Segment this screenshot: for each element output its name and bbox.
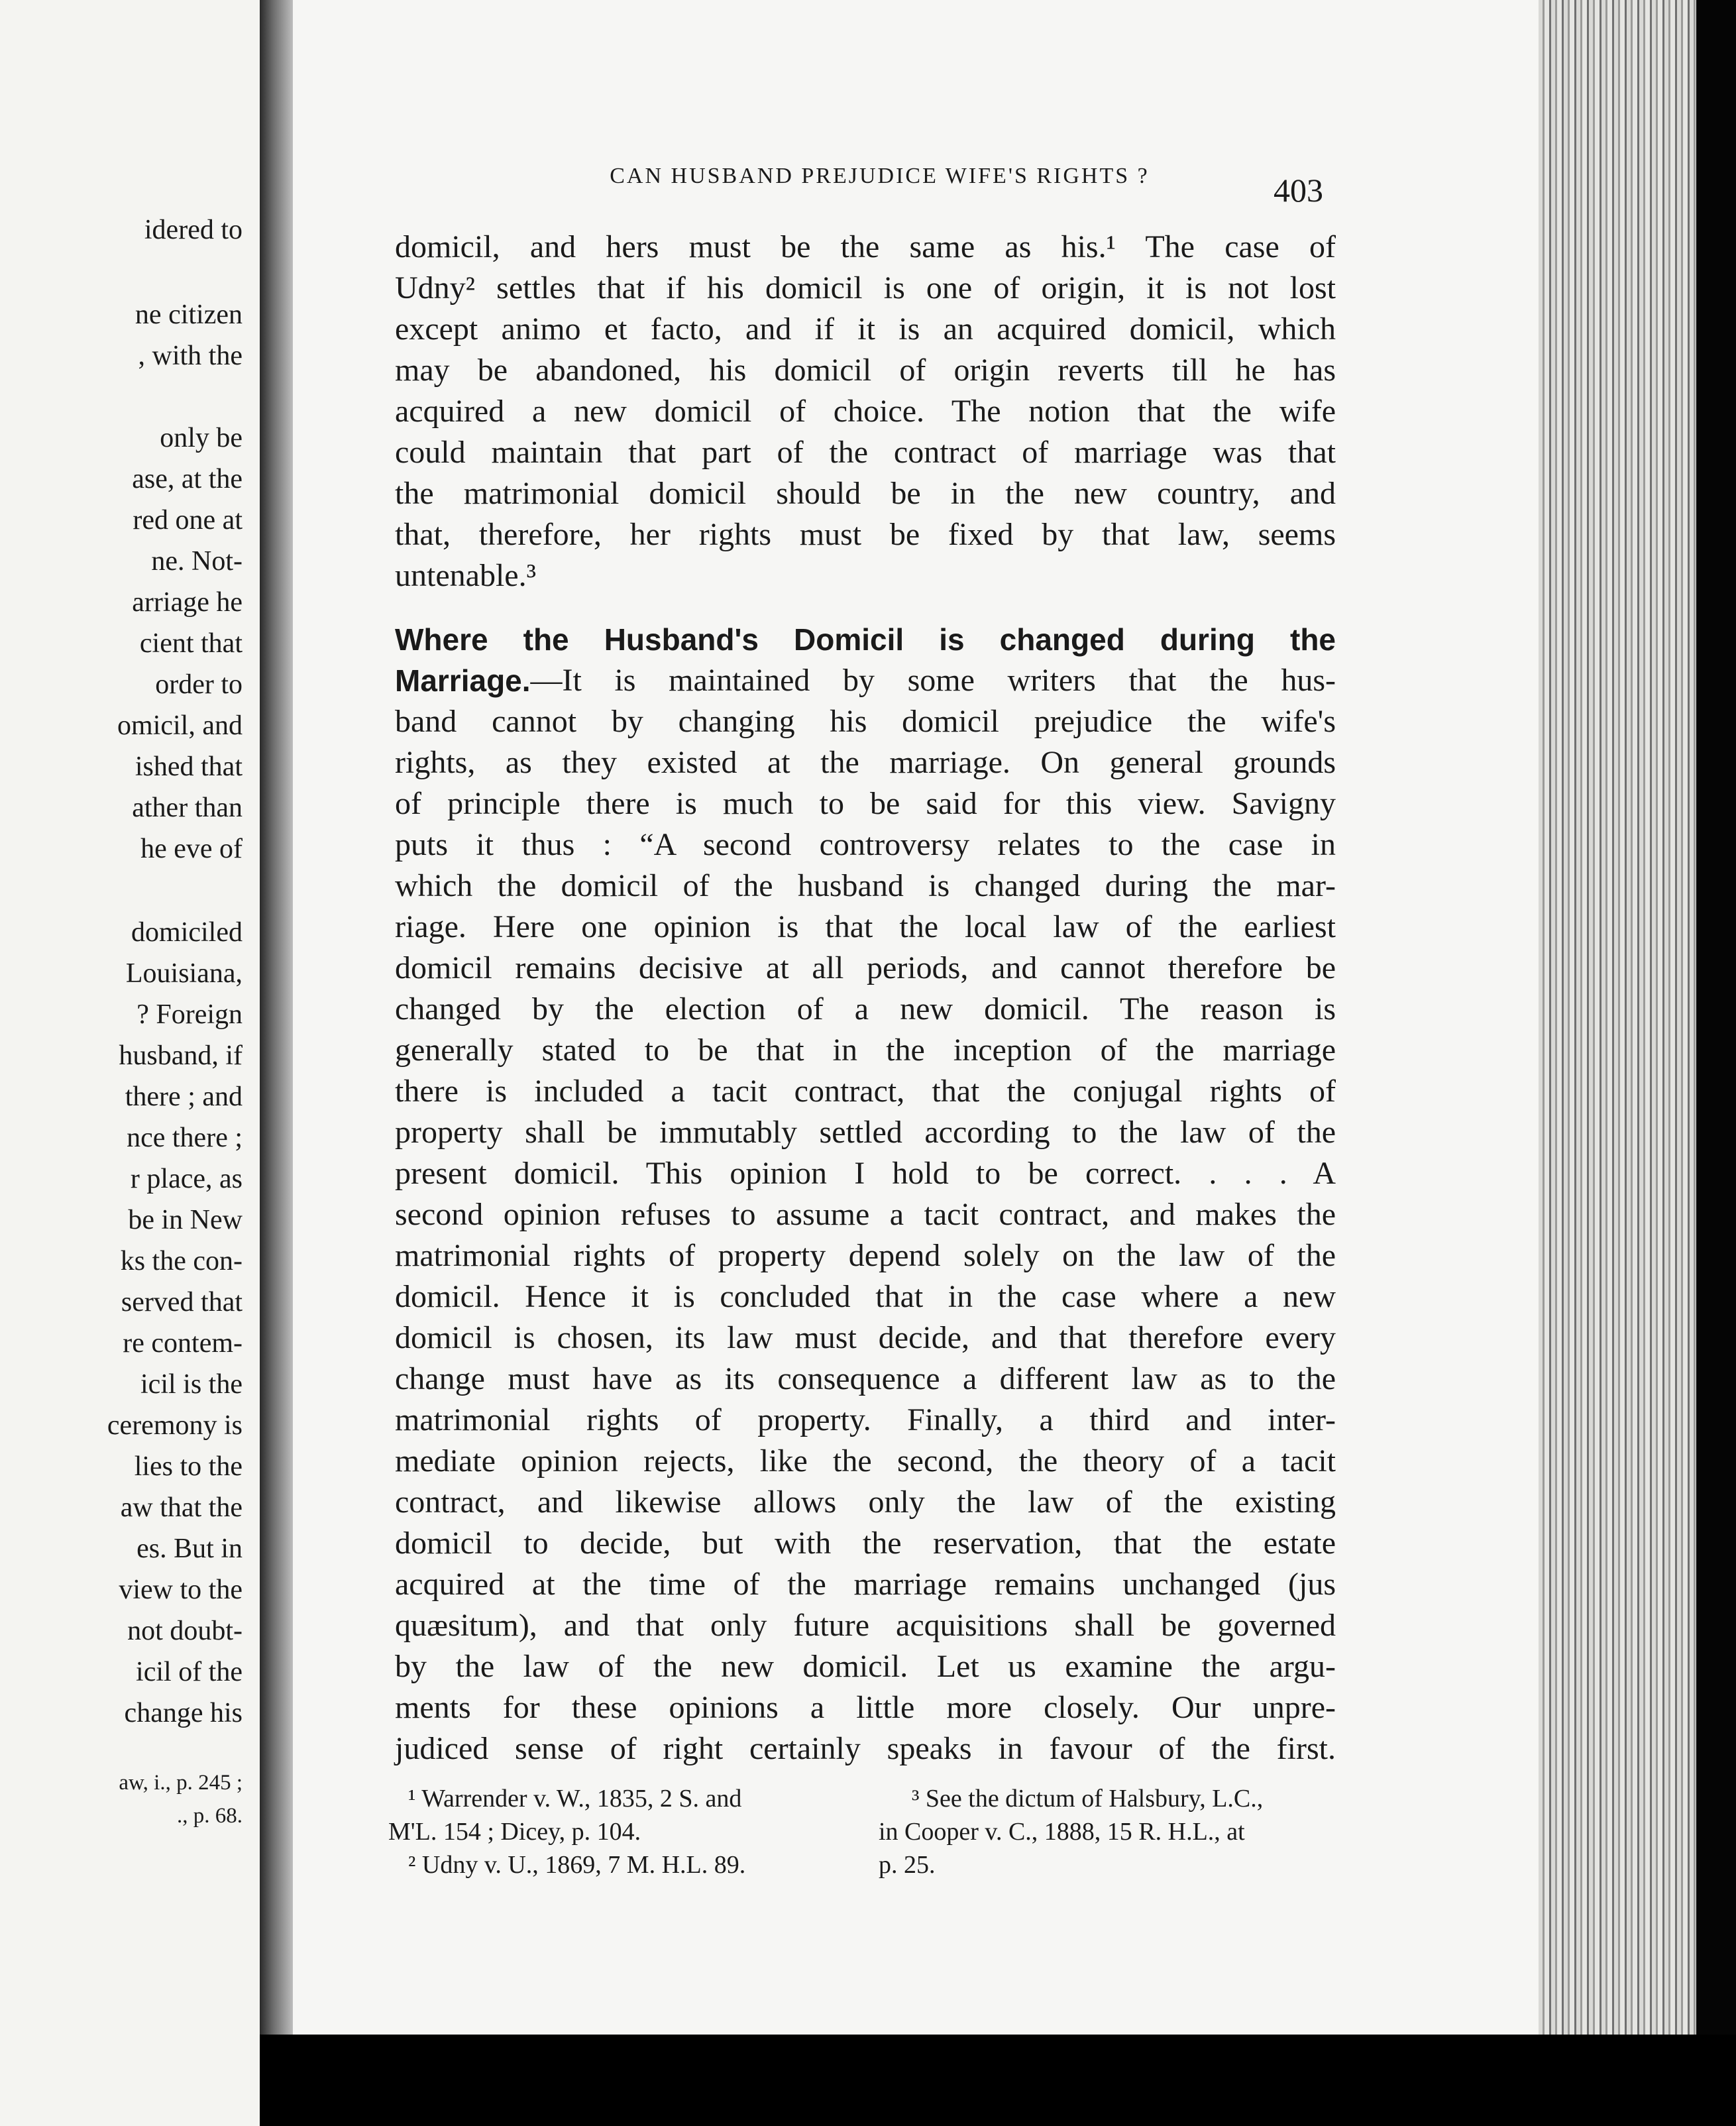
left-page-line: ished that — [135, 752, 243, 782]
text-line: band cannot by changing his domicil prejudice the wife's — [395, 704, 1336, 739]
left-page-line: ? Foreign — [136, 999, 243, 1030]
text-line: domicil remains decisive at all periods, and cannot therefore be — [395, 950, 1336, 985]
footnote-2: ² Udny v. U., 1869, 7 M. H.L. 89. — [408, 1851, 746, 1879]
left-page-line: re contem- — [123, 1328, 243, 1359]
left-page-line: lies to the — [134, 1451, 243, 1482]
text-line: matrimonial rights of property depend solely on the law of the — [395, 1238, 1336, 1273]
left-page — [0, 0, 260, 2126]
text-line: acquired at the time of the marriage remains unchanged (jus — [395, 1567, 1336, 1602]
page-number: 403 — [1274, 172, 1323, 209]
left-page-line: ne citizen — [135, 300, 243, 330]
left-page-line: ks the con- — [120, 1246, 243, 1276]
left-page-line: not doubt- — [127, 1616, 243, 1646]
text-line: contract, and likewise allows only the law of the existing — [395, 1484, 1336, 1520]
left-page-footnote-line: aw, i., p. 245 ; — [119, 1771, 243, 1795]
footnote-3: ³ See the dictum of Halsbury, L.C., — [912, 1785, 1264, 1813]
left-page-line: idered to — [144, 215, 243, 245]
text-line: matrimonial rights of property. Finally, a third and inter- — [395, 1402, 1336, 1437]
left-page-line: aw that the — [120, 1492, 243, 1523]
left-page-line: cient that — [139, 628, 243, 659]
text-line: riage. Here one opinion is that the local law of the earliest — [395, 909, 1336, 944]
left-page-line: arriage he — [132, 587, 243, 618]
text-line: which the domicil of the husband is changed during the mar- — [395, 868, 1336, 903]
left-page-line: husband, if — [119, 1040, 243, 1071]
text-line — [395, 660, 1336, 701]
text-line: property shall be immutably settled according to the law of the — [395, 1115, 1336, 1150]
footnote-3-continued: in Cooper v. C., 1888, 15 R. H.L., at — [879, 1818, 1245, 1846]
running-head: CAN HUSBAND PREJUDICE WIFE'S RIGHTS ? — [610, 164, 1150, 188]
left-page-line: es. But in — [136, 1534, 243, 1564]
text-line: rights, as they existed at the marriage. On general grounds — [395, 745, 1336, 780]
left-page-line: order to — [155, 669, 243, 700]
text-line: second opinion refuses to assume a tacit contract, and makes the — [395, 1197, 1336, 1232]
text-line: by the law of the new domicil. Let us examine the argu- — [395, 1649, 1336, 1684]
left-page-line: there ; and — [125, 1082, 243, 1112]
text-line: changed by the election of a new domicil. The reason is — [395, 991, 1336, 1027]
left-page-line: , with the — [138, 341, 243, 371]
text-line: may be abandoned, his domicil of origin reverts till he has — [395, 353, 1336, 388]
left-page-line: icil is the — [140, 1369, 243, 1400]
text-line: domicil is chosen, its law must decide, and that therefore every — [395, 1320, 1336, 1355]
text-line: quæsitum), and that only future acquisitions shall be governed — [395, 1608, 1336, 1643]
left-page-line: ne. Not- — [151, 546, 243, 577]
text-line: mediate opinion rejects, like the second, the theory of a tacit — [395, 1443, 1336, 1479]
left-page-line: red one at — [133, 505, 243, 535]
left-page-line: nce there ; — [127, 1123, 243, 1153]
footnote-1-continued: M'L. 154 ; Dicey, p. 104. — [388, 1818, 641, 1846]
left-page-line: be in New — [128, 1205, 243, 1235]
text-line: generally stated to be that in the inception of the marriage — [395, 1033, 1336, 1068]
text-line: except animo et facto, and if it is an acquired domicil, which — [395, 311, 1336, 347]
text-line: the matrimonial domicil should be in the new country, and — [395, 476, 1336, 511]
text-line: domicil. Hence it is concluded that in the case where a new — [395, 1279, 1336, 1314]
left-page-line: ather than — [132, 793, 243, 823]
left-page-line: ceremony is — [107, 1410, 243, 1441]
left-page-line: ase, at the — [132, 464, 243, 494]
text-line: untenable.³ — [395, 558, 536, 593]
background-right — [1696, 0, 1736, 2126]
section-heading-lead: Marriage. — [395, 663, 531, 698]
text-line: ments for these opinions a little more closely. Our unpre- — [395, 1690, 1336, 1725]
text-line: domicil to decide, but with the reservation, that the estate — [395, 1526, 1336, 1561]
left-page-line: domiciled — [131, 917, 243, 948]
text-line: change must have as its consequence a different law as to the — [395, 1361, 1336, 1396]
book-gutter — [260, 0, 293, 2126]
text-line: judiced sense of right certainly speaks in favour of the first. — [395, 1731, 1336, 1766]
text-line: there is included a tacit contract, that the conjugal rights of — [395, 1074, 1336, 1109]
left-page-line: view to the — [119, 1575, 243, 1605]
left-page-line: icil of the — [136, 1657, 243, 1687]
left-page-line: he eve of — [140, 834, 243, 864]
text-line: acquired a new domicil of choice. The notion that the wife — [395, 394, 1336, 429]
section-heading: Where the Husband's Domicil is changed during the — [395, 622, 1336, 657]
left-page-line: r place, as — [130, 1164, 243, 1194]
left-page-line: change his — [124, 1698, 243, 1728]
left-page-line: omicil, and — [117, 710, 243, 741]
text-line: present domicil. This opinion I hold to be correct. . . . A — [395, 1156, 1336, 1191]
background-bottom — [260, 2035, 1736, 2126]
text-line-continuation: —It is maintained by some writers that the hus- — [530, 663, 1336, 698]
text-line: that, therefore, her rights must be fixed by that law, seems — [395, 517, 1336, 552]
text-line: Udny² settles that if his domicil is one of origin, it is not lost — [395, 270, 1336, 306]
left-page-footnote-line: ., p. 68. — [177, 1804, 243, 1828]
text-line: domicil, and hers must be the same as his.¹ The case of — [395, 229, 1336, 264]
left-page-line: only be — [160, 423, 243, 453]
text-line: puts it thus : “A second controversy relates to the case in — [395, 827, 1336, 862]
text-line: of principle there is much to be said for this view. Savigny — [395, 786, 1336, 821]
left-page-line: served that — [121, 1287, 243, 1317]
footnote-3-continued: p. 25. — [879, 1851, 936, 1879]
footnote-1: ¹ Warrender v. W., 1835, 2 S. and — [408, 1785, 742, 1813]
left-page-line: Louisiana, — [125, 958, 243, 989]
text-line: could maintain that part of the contract of marriage was that — [395, 435, 1336, 470]
